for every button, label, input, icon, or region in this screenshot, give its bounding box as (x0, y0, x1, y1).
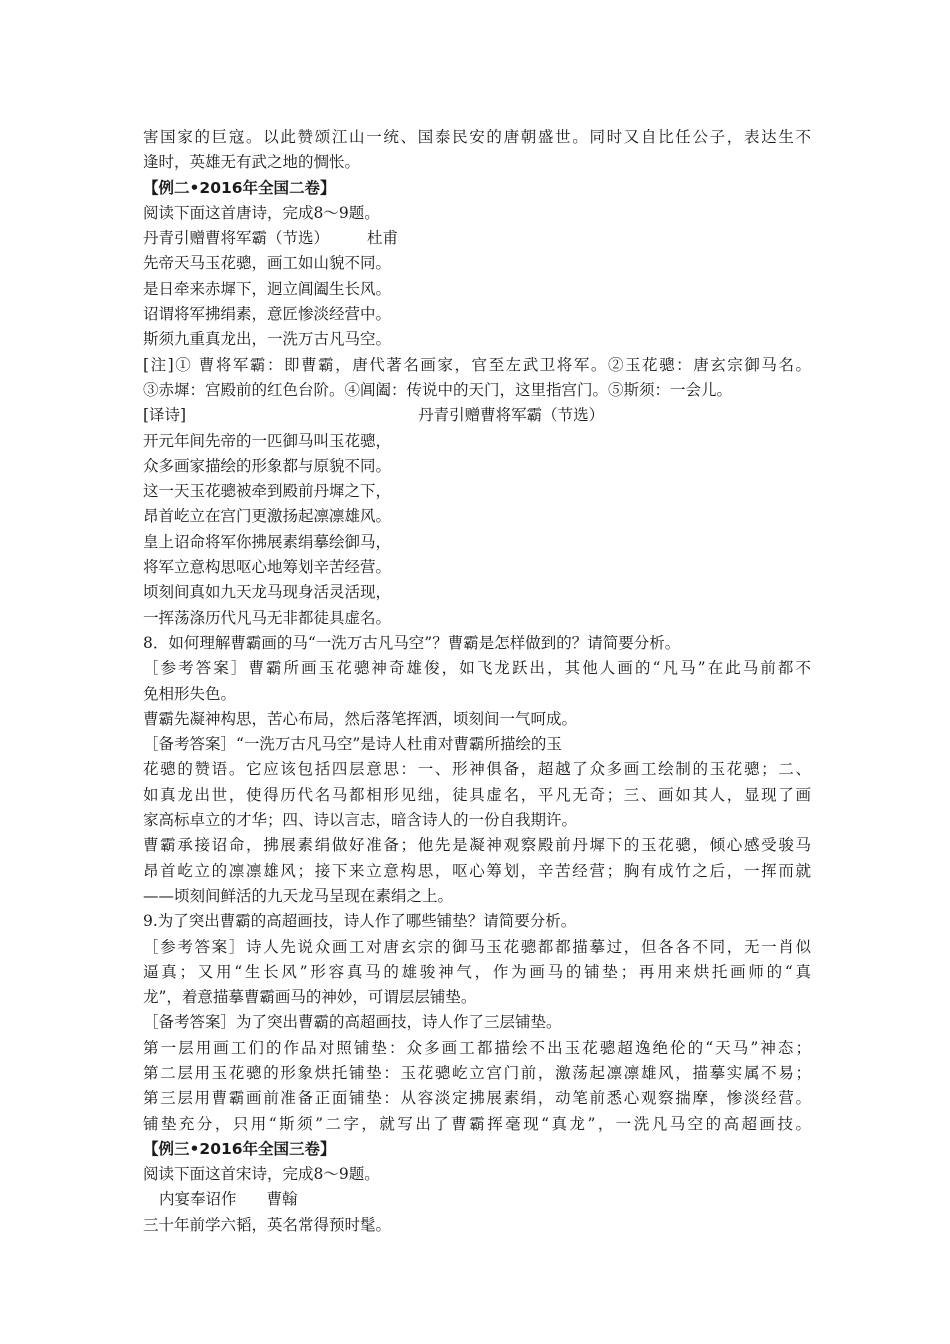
text-line: 花骢的赞语。它应该包括四层意思：一、形神俱备，超越了众多画工绘制的玉花骢；二、 (143, 760, 811, 779)
text-line: 诏谓将军拂绢素，意匠惨淡经营中。 (143, 305, 392, 324)
text-line: 曹霸承接诏命，拂展素绢做好准备；他先是凝神观察殿前丹墀下的玉花骢，倾心感受骏马 (143, 836, 811, 855)
text-line: 龙”，着意描摹曹霸画马的神妙，可谓层层铺垫。 (143, 988, 477, 1007)
text-line: ［备考答案］“一洗万古凡马空”是诗人杜甫对曹霸所描绘的玉 (143, 735, 562, 754)
text-line (143, 226, 811, 251)
text-line: [注]① 曹将军霸：即曹霸，唐代著名画家，官至左武卫将军。②玉花骢：唐玄宗御马名。 (143, 355, 811, 374)
text-line: 将军立意构思呕心地筹划辛苦经营。 (143, 558, 392, 577)
text-line: 逼真；又用“生长风”形容真马的雄骏神气，作为画马的铺垫；再用来烘托画师的“真 (143, 962, 811, 981)
text-line: 先帝天马玉花骢，画工如山貌不同。 (143, 254, 392, 273)
text-line: 开元年间先帝的一匹御马叫玉花骢， (143, 431, 392, 450)
text-line: 皇上诏命将军你拂展素绢摹绘御马， (143, 532, 392, 551)
poem-title: 内宴奉诏作 (159, 1190, 237, 1209)
text-line: 【例三•2016年全国三卷】 (143, 1139, 336, 1158)
text-line: ［参考答案］诗人先说众画工对唐玄宗的御马玉花骢都都描摹过，但各各不同，无一肖似 (143, 937, 811, 956)
text-line: 三十年前学六韬，英名常得预时髦。 (143, 1215, 392, 1234)
text-line: 阅读下面这首唐诗，完成8～9题。 (143, 203, 380, 222)
text-line: 【例二•2016年全国二卷】 (143, 178, 336, 197)
text-line: 如真龙出世，使得历代名马都相形见绌，徒具虚名，平凡无奇；三、画如其人，显现了画 (143, 785, 811, 804)
text-line (143, 1187, 811, 1212)
poem-title: 丹青引赠曹将军霸（节选） (143, 229, 330, 248)
text-line: ［备考答案］为了突出曹霸的高超画技，诗人作了三层铺垫。 (143, 1013, 562, 1032)
text-line: 顷刻间真如九天龙马现身活灵活现， (143, 583, 392, 602)
text-line (143, 403, 811, 428)
text-line: 害国家的巨寇。以此赞颂江山一统、国泰民安的唐朝盛世。同时又自比任公子，表达生不 (143, 128, 811, 146)
translation-label: [译诗] (143, 406, 187, 425)
text-line: 阅读下面这首宋诗，完成8～9题。 (143, 1165, 380, 1184)
poem-author: 杜甫 (367, 229, 399, 248)
text-line: 9.为了突出曹霸的高超画技，诗人作了哪些铺垫？请简要分析。 (143, 912, 577, 931)
text-line: 铺垫充分，只用“斯须”二字，就写出了曹霸挥毫现“真龙”，一洗凡马空的高超画技。 (143, 1114, 811, 1133)
text-line: 一挥荡涤历代凡马无非都徒具虚名。 (143, 608, 392, 627)
text-line: 昂首屹立在宫门更激扬起凛凛雄风。 (143, 507, 392, 526)
poem-author: 曹翰 (266, 1190, 298, 1209)
text-line: 众多画家描绘的形象都与原貌不同。 (143, 456, 392, 475)
translation-title: 丹青引赠曹将军霸（节选） (418, 406, 605, 425)
text-line: 斯须九重真龙出，一洗万古凡马空。 (143, 330, 392, 349)
text-line: 第一层用画工们的作品对照铺垫：众多画工都描绘不出玉花骢超逸绝伦的“天马”神态； (143, 1038, 811, 1057)
text-line: 家高标卓立的才华；四、诗以言志，暗含诗人的一份自我期许。 (143, 811, 578, 830)
text-line: 是日牵来赤墀下，迥立阊阖生长风。 (143, 279, 392, 298)
text-line: ［参考答案］曹霸所画玉花骢神奇雄俊，如飞龙跃出，其他人画的“凡马”在此马前都不 (143, 659, 811, 678)
text-line: ——顷刻间鲜活的九天龙马呈现在素绢之上。 (143, 886, 454, 905)
text-line: 曹霸先凝神构思，苦心布局，然后落笔挥洒，顷刻间一气呵成。 (143, 709, 578, 728)
text-line: 昂首屹立的凛凛雄风；接下来立意构思，呕心筹划，辛苦经营；胸有成竹之后，一挥而就 (143, 861, 811, 880)
text-line: 这一天玉花骢被牵到殿前丹墀之下， (143, 482, 392, 501)
document-body (143, 125, 811, 1238)
text-line: 8．如何理解曹霸画的马“一洗万古凡马空”？曹霸是怎样做到的？请简要分析。 (143, 633, 681, 652)
text-line: 第三层用曹霸画前准备正面铺垫：从容淡定拂展素绢，动笔前悉心观察揣摩，惨淡经营。 (143, 1089, 811, 1108)
text-line: 免相形失色。 (143, 684, 237, 703)
text-line: ③赤墀：宫殿前的红色台阶。④阊阖：传说中的天门，这里指宫门。⑤斯须：一会儿。 (143, 380, 733, 399)
text-line: 逢时，英雄无有武之地的惆怅。 (143, 153, 361, 172)
text-line: 第二层用玉花骢的形象烘托铺垫：玉花骢屹立宫门前，激荡起凛凛雄风，描摹实属不易； (143, 1063, 811, 1082)
